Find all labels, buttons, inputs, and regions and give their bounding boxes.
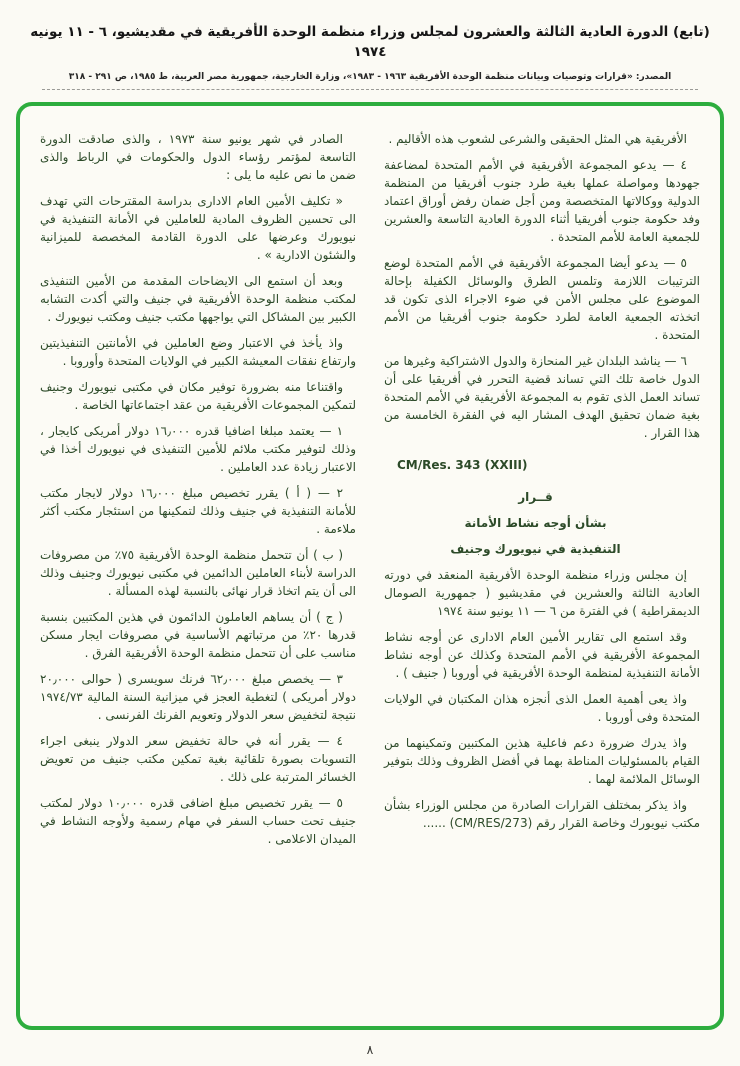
resolution-clause: ٦ — يناشد البلدان غير المنحازة والدول الاشتراكية وغيرها من الدول خاصة تلك التي تساند قضية التحرر في أفريقيا على أن تساند العمل الذى تقوم به المجموعة الأفريقية في الأمم المتحدة بغية ضمان تحقيق الهدف المشار اليه في الفقرة الخامسة من هذا القرار . — [384, 353, 700, 440]
paragraph: وقد استمع الى تقارير الأمين العام الادارى عن أوجه نشاط المجموعة الأفريقية في الأمم المتحدة وكذلك عن أوجه نشاط الأمانة التنفيذية لمنظمة الوحدة الأفريقية في أوروبا ( جنيف ) . — [384, 629, 700, 680]
resolution-clause: ٥ — يقرر تخصيص مبلغ اضافى قدره ١٠٫٠٠٠ دولار لمكتب جنيف تحت حساب السفر في مهام رسمية ولأوجه النشاط في الميدان الاعلامى . — [40, 795, 356, 846]
source-line: المصدر: «قرارات وتوصيات وبيانات منظمة الوحدة الأفريقية ١٩٦٣ - ١٩٨٣»، وزارة الخارجية، جمهورية مصر العربية، ط ١٩٨٥، ص ٢٩١ - ٣١٨ — [68, 71, 672, 82]
resolution-number: CM/Res. 343 (XXIII) — [397, 457, 528, 472]
document-header — [16, 22, 724, 90]
left-column — [40, 130, 356, 1012]
resolution-clause: ١ — يعتمد مبلغا اضافيا قدره ١٦٫٠٠٠ دولار أمريكى كايجار ، وذلك لتوفير مكتب ملائم للأمين التنفيذى في نيويورك أخذا في الاعتبار زيادة عدد العاملين . — [40, 423, 356, 474]
content-frame — [16, 102, 724, 1030]
paragraph: إن مجلس وزراء منظمة الوحدة الأفريقية المنعقد في دورته العادية الثالثة والعشرين في مقديشيو ( جمهورية الصومال الديمقراطية ) في الفترة من ٦ — ١١ يونيو سنة ١٩٧٤ — [384, 567, 700, 618]
paragraph: وبعد أن استمع الى الايضاحات المقدمة من الأمين التنفيذى لمكتب منظمة الوحدة الأفريقية في جنيف والتي أكدت التشابه الكبير بين المشاكل التي يواجهها مكتب جنيف ومكتب نيويورك . — [40, 273, 356, 324]
resolution-clause: ٣ — يخصص مبلغ ٦٢٫٠٠٠ فرنك سويسرى ( حوالى ٢٠٫٠٠٠ دولار أمريكى ) لتغطية العجز في ميزانية السنة المالية ١٩٧٤/٧٣ نتيجة لتخفيض سعر الدولار وتعويم الفرنك الفرنسى . — [40, 671, 356, 722]
resolution-clause: ٤ — يدعو المجموعة الأفريقية في الأمم المتحدة لمضاعفة جهودها ومواصلة عملها بغية طرد جنوب أفريقيا من المنظمة الدولية ووكالاتها المتخصصة ومن أجل ضمان رفض أوراق اعتماد وفد حكومة جنوب أفريقيا أثناء الدورة العادية التاسعة والعشرين للجمعية العامة للأمم المتحدة . — [384, 157, 700, 244]
paragraph: واذ يأخذ في الاعتبار وضع العاملين في الأمانتين التنفيذيتين وارتفاع نفقات المعيشة الكبير في الولايات المتحدة وأوروبا . — [40, 335, 356, 368]
paragraph: واذ يعى أهمية العمل الذى أنجزه هذان المكتبان في الولايات المتحدة وفى أوروبا . — [384, 691, 700, 724]
right-column — [384, 130, 700, 1012]
resolution-clause: ( ب ) أن تتحمل منظمة الوحدة الأفريقية ٧٥٪ من مصروفات الدراسة لأبناء العاملين الدائمين في مكتبى نيويورك وجنيف وذلك الى أن يتم اتخاذ قرار نهائى بالنسبة لهذه المسألة . — [40, 547, 356, 598]
paragraph: « تكليف الأمين العام الادارى بدراسة المقترحات التي تهدف الى تحسين الظروف المادية للعاملين في الأمانة التنفيذية في نيويورك وعرضها على الدورة القادمة المخصصة للميزانية والشئون الادارية » . — [40, 193, 356, 262]
two-column-layout — [40, 130, 700, 1012]
resolution-subheading: بشأن أوجه نشاط الأمانة — [464, 515, 607, 530]
resolution-heading: قــرار — [518, 489, 553, 504]
paragraph: واقتناعا منه بضرورة توفير مكان في مكتبى نيويورك وجنيف لتمكين المجموعات الأفريقية من عقد اجتماعاتها الخاصة . — [40, 379, 356, 412]
paragraph: الأفريقية هي المثل الحقيقى والشرعى لشعوب هذه الأقاليم . — [388, 131, 687, 146]
page-number: ٨ — [366, 1041, 374, 1057]
resolution-clause: ٤ — يقرر أنه في حالة تخفيض سعر الدولار ينبغى اجراء التسويات بصورة تلقائية بغية تمكين مكتب جنيف من تعويض الخسائر المترتبة على ذلك . — [40, 733, 356, 784]
paragraph: واذ يذكر بمختلف القرارات الصادرة من مجلس الوزراء بشأن مكتب نيويورك وخاصة القرار رقم (CM/RES/273) ...... — [384, 797, 700, 830]
header-divider — [42, 89, 698, 90]
paragraph: الصادر في شهر يونيو سنة ١٩٧٣ ، والذى صادقت الدورة التاسعة لمؤتمر رؤساء الدول والحكومات في الرباط والذى ضمن ما نص عليه ما يلى : — [40, 131, 356, 182]
header-title: (تابع) الدورة العادية الثالثة والعشرون لمجلس وزراء منظمة الوحدة الأفريقية في مقديشيو، ٦ - ١١ يونيه ١٩٧٤ — [30, 24, 710, 61]
resolution-subheading: التنفيذية في نيويورك وجنيف — [450, 541, 621, 556]
resolution-clause: ( ج ) أن يساهم العاملون الدائمون في هذين المكتبين بنسبة قدرها ٢٠٪ من مرتباتهم الأساسية في مصروفات ايجار مسكن مناسب على أن تتحمل منظمة الوحدة الأفريقية الفرق . — [40, 609, 356, 660]
paragraph: واذ يدرك ضرورة دعم فاعلية هذين المكتبين وتمكينهما من القيام بالمسئوليات المناطة بهما في أفضل الظروف وذلك بتوفير الوسائل الملائمة لهما . — [384, 735, 700, 786]
resolution-clause: ٥ — يدعو أيضا المجموعة الأفريقية في الأمم المتحدة لوضع الترتيبات اللازمة وتلمس الطرق والوسائل الكفيلة بإحالة الموضوع على مجلس الأمن في ضوء الاجراء الذى تكون قد اتخذته الجمعية العامة لطرد حكومة جنوب أفريقيا من الأمم المتحدة . — [384, 255, 700, 342]
resolution-clause: ٢ — ( أ ) يقرر تخصيص مبلغ ١٦٫٠٠٠ دولار لايجار مكتب للأمانة التنفيذية في جنيف وذلك لتمكينها من استئجار مكتب أكثر ملاءمة . — [40, 485, 356, 536]
